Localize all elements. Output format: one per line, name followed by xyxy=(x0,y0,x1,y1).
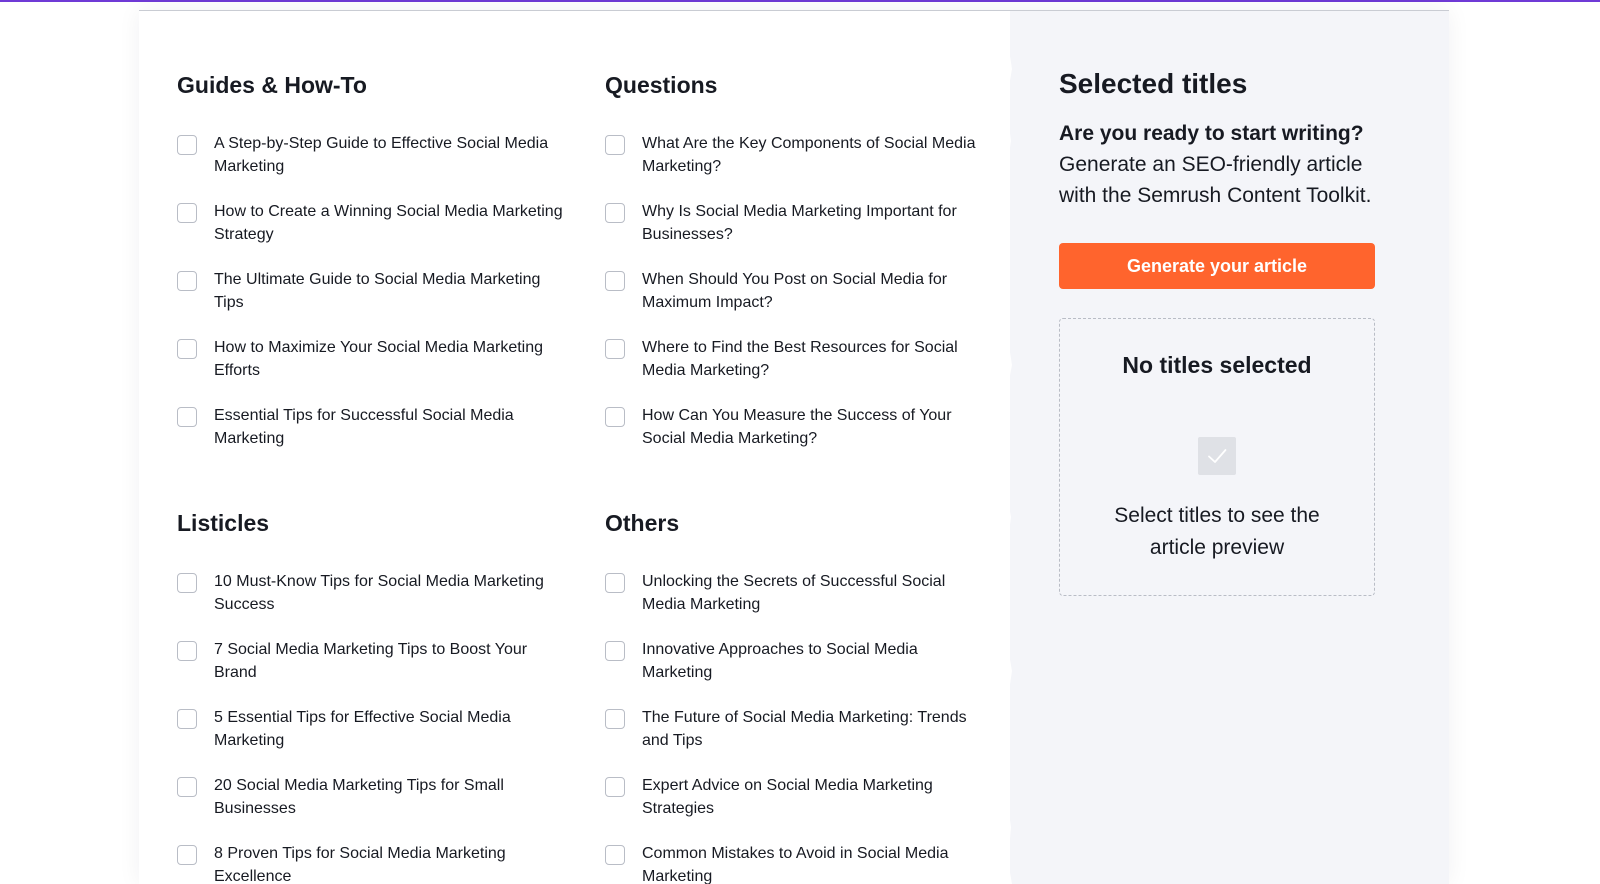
title-item[interactable] xyxy=(605,774,995,842)
title-text: The Future of Social Media Marketing: Trends and Tips xyxy=(642,709,967,749)
section-title-questions: Questions xyxy=(605,72,718,98)
title-text: Why Is Social Media Marketing Important for Businesses? xyxy=(642,203,957,243)
title-text: Where to Find the Best Resources for Social Media Marketing? xyxy=(642,339,958,379)
title-text: How Can You Measure the Success of Your Social Media Marketing? xyxy=(642,407,952,447)
title-text: Unlocking the Secrets of Successful Social Media Marketing xyxy=(642,573,946,613)
title-text: Expert Advice on Social Media Marketing Strategies xyxy=(642,777,933,817)
title-checkbox[interactable] xyxy=(177,709,197,729)
torn-paper-edge xyxy=(992,11,1024,884)
title-checkbox[interactable] xyxy=(177,845,197,865)
title-item[interactable] xyxy=(177,132,567,200)
title-text: How to Create a Winning Social Media Marketing Strategy xyxy=(214,203,563,243)
section-title-guides: Guides & How-To xyxy=(177,72,367,98)
title-list-listicles xyxy=(177,570,567,884)
title-checkbox[interactable] xyxy=(605,709,625,729)
title-item[interactable] xyxy=(605,638,995,706)
title-checkbox[interactable] xyxy=(605,203,625,223)
title-item[interactable] xyxy=(177,570,567,638)
promo-description: Generate an SEO-friendly article with the Semrush Content Toolkit. xyxy=(1059,153,1372,207)
selected-titles-empty-state xyxy=(1059,318,1375,596)
title-checkbox[interactable] xyxy=(177,135,197,155)
section-title-listicles: Listicles xyxy=(177,510,270,536)
title-text: 5 Essential Tips for Effective Social Media Marketing xyxy=(214,709,511,749)
title-text: 20 Social Media Marketing Tips for Small Businesses xyxy=(214,777,504,817)
title-text: How to Maximize Your Social Media Marketing Efforts xyxy=(214,339,544,379)
title-item[interactable] xyxy=(605,200,995,268)
title-text: 8 Proven Tips for Social Media Marketing Excellence xyxy=(214,845,506,884)
title-text: A Step-by-Step Guide to Effective Social Media Marketing xyxy=(214,135,549,175)
title-list-guides xyxy=(177,132,567,472)
title-text: 10 Must-Know Tips for Social Media Marketing Success xyxy=(214,573,544,613)
checkbox-checkmark-icon xyxy=(1198,437,1236,475)
title-item[interactable] xyxy=(177,268,567,336)
title-checkbox[interactable] xyxy=(177,641,197,661)
title-item[interactable] xyxy=(605,336,995,404)
title-item[interactable] xyxy=(177,638,567,706)
promo-heading: Are you ready to start writing? xyxy=(1059,122,1364,145)
title-checkbox[interactable] xyxy=(605,573,625,593)
title-checkbox[interactable] xyxy=(605,135,625,155)
title-item[interactable] xyxy=(177,336,567,404)
side-panel-title: Selected titles xyxy=(1059,68,1248,99)
title-checkbox[interactable] xyxy=(177,203,197,223)
title-checkbox[interactable] xyxy=(177,573,197,593)
title-text: Innovative Approaches to Social Media Marketing xyxy=(642,641,918,681)
title-item[interactable] xyxy=(177,774,567,842)
title-item[interactable] xyxy=(177,706,567,774)
title-checkbox[interactable] xyxy=(605,777,625,797)
title-checkbox[interactable] xyxy=(605,641,625,661)
title-text: Common Mistakes to Avoid in Social Media Marketing xyxy=(642,845,949,884)
title-checkbox[interactable] xyxy=(605,845,625,865)
side-panel-content xyxy=(1059,51,1374,596)
title-item[interactable] xyxy=(605,842,995,884)
title-text: The Ultimate Guide to Social Media Marketing Tips xyxy=(214,271,541,311)
top-accent-bar xyxy=(0,0,1600,2)
title-item[interactable] xyxy=(605,570,995,638)
title-item[interactable] xyxy=(605,132,995,200)
title-item[interactable] xyxy=(605,268,995,336)
title-checkbox[interactable] xyxy=(177,271,197,291)
results-card xyxy=(139,10,1449,884)
title-list-others xyxy=(605,570,995,884)
title-checkbox[interactable] xyxy=(605,339,625,359)
section-others xyxy=(605,488,995,884)
title-item[interactable] xyxy=(177,200,567,268)
promo-text xyxy=(1059,118,1374,211)
title-item[interactable] xyxy=(605,706,995,774)
title-text: Essential Tips for Successful Social Media Marketing xyxy=(214,407,514,447)
section-questions xyxy=(605,50,995,472)
section-listicles xyxy=(177,488,567,884)
title-item[interactable] xyxy=(177,404,567,472)
selected-titles-panel xyxy=(1010,11,1449,884)
title-text: What Are the Key Components of Social Media Marketing? xyxy=(642,135,976,175)
title-checkbox[interactable] xyxy=(177,339,197,359)
section-title-others: Others xyxy=(605,510,680,536)
empty-state-text: Select titles to see the article preview xyxy=(1114,504,1320,559)
title-item[interactable] xyxy=(605,404,995,472)
title-text: 7 Social Media Marketing Tips to Boost Your Brand xyxy=(214,641,528,681)
title-checkbox[interactable] xyxy=(605,407,625,427)
title-checkbox[interactable] xyxy=(605,271,625,291)
section-guides xyxy=(177,50,567,472)
generate-article-button[interactable]: Generate your article xyxy=(1059,243,1375,289)
empty-state-title: No titles selected xyxy=(1122,352,1312,378)
title-text: When Should You Post on Social Media for Maximum Impact? xyxy=(642,271,948,311)
title-checkbox[interactable] xyxy=(177,777,197,797)
checkmark-icon xyxy=(1206,445,1228,467)
title-checkbox[interactable] xyxy=(177,407,197,427)
title-list-questions xyxy=(605,132,995,472)
title-item[interactable] xyxy=(177,842,567,884)
